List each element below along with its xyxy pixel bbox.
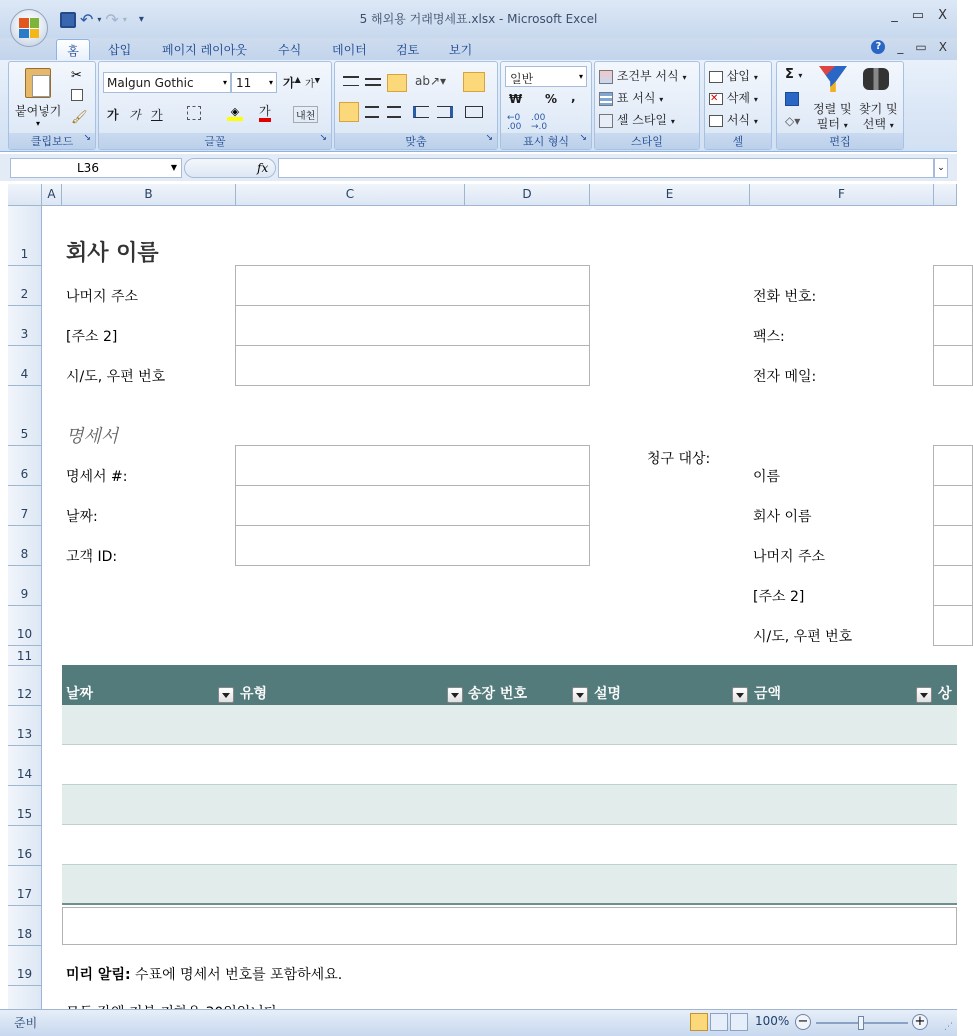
- worksheet[interactable]: [42, 206, 957, 1009]
- sort-filter-icon: [819, 66, 847, 92]
- autosum-button[interactable]: Σ ▾: [785, 67, 803, 82]
- bill-company-label: 회사 이름: [753, 509, 812, 525]
- align-right-icon[interactable]: [387, 106, 401, 118]
- bill-address-label: 나머지 주소: [753, 549, 826, 565]
- name-box[interactable]: L36 ▼: [10, 158, 182, 178]
- row-header[interactable]: 18: [8, 906, 42, 946]
- fax-label: 팩스:: [753, 329, 785, 345]
- filter-dropdown-icon[interactable]: [572, 687, 588, 703]
- document-controls: [871, 40, 947, 54]
- wrap-text-icon[interactable]: [463, 72, 485, 92]
- column-header-a[interactable]: A: [42, 184, 62, 206]
- row-header[interactable]: 16: [8, 826, 42, 866]
- filter-dropdown-icon[interactable]: [218, 687, 234, 703]
- column-header-e[interactable]: E: [590, 184, 750, 206]
- header-partial: 상: [938, 686, 952, 702]
- row-header[interactable]: 15: [8, 786, 42, 826]
- row-header[interactable]: 19: [8, 946, 42, 986]
- table-format-icon: [599, 92, 613, 106]
- status-ready: 준비: [14, 1016, 38, 1030]
- resize-grip-icon[interactable]: ⋰: [944, 1022, 953, 1032]
- decrease-indent-icon[interactable]: [413, 106, 429, 118]
- header-invoice-number: 송장 번호: [468, 686, 527, 702]
- formula-bar-row: [0, 154, 957, 181]
- window-controls: [891, 8, 947, 23]
- align-bottom-icon[interactable]: [387, 74, 407, 92]
- bold-button[interactable]: 가: [107, 108, 119, 122]
- increase-indent-icon[interactable]: [437, 106, 453, 118]
- align-center-icon[interactable]: [365, 106, 379, 118]
- row-header[interactable]: 13: [8, 706, 42, 746]
- shrink-font-button[interactable]: 가▼: [305, 76, 321, 90]
- currency-button[interactable]: ₩: [509, 92, 523, 106]
- conditional-formatting-icon: [599, 70, 613, 84]
- header-type: 유형: [240, 686, 268, 702]
- column-header-d[interactable]: D: [465, 184, 590, 206]
- insert-cells-icon: [709, 71, 723, 83]
- format-painter-icon[interactable]: 🖌: [71, 110, 88, 125]
- conditional-formatting-button[interactable]: 조건부 서식 ▾: [599, 67, 686, 84]
- header-amount: 금액: [754, 686, 782, 702]
- address2-label: [주소 2]: [66, 329, 118, 345]
- bill-city-input[interactable]: [933, 605, 973, 646]
- page-break-view-icon[interactable]: [730, 1013, 748, 1031]
- paste-icon: [25, 68, 51, 98]
- ribbon-tab-bar: [0, 38, 957, 60]
- phone-input[interactable]: [933, 265, 973, 306]
- email-label: 전자 메일:: [753, 369, 817, 385]
- statement-table-header: [62, 665, 957, 705]
- help-icon[interactable]: ?: [871, 40, 885, 54]
- copy-icon[interactable]: [71, 89, 83, 101]
- zoom-level[interactable]: 100%: [755, 1014, 790, 1028]
- decrease-decimal-icon[interactable]: .00 →.0: [531, 113, 548, 132]
- tab-home[interactable]: 홈: [56, 39, 90, 60]
- styles-group: [594, 61, 700, 150]
- fill-icon[interactable]: [785, 92, 799, 106]
- address-label: 나머지 주소: [66, 289, 139, 305]
- merge-center-icon[interactable]: [465, 106, 483, 118]
- table-total-row[interactable]: [62, 907, 957, 945]
- row-header[interactable]: 10: [8, 606, 42, 646]
- select-all-corner[interactable]: [8, 184, 42, 206]
- zoom-slider-thumb[interactable]: [858, 1016, 864, 1030]
- tab-insert[interactable]: 삽입: [108, 43, 132, 57]
- city-label: 시/도, 우편 번호: [66, 369, 166, 385]
- customer-id-input[interactable]: [235, 525, 590, 566]
- table-row[interactable]: [62, 745, 957, 785]
- ribbon: [0, 60, 957, 152]
- tab-formulas[interactable]: 수식: [278, 43, 302, 57]
- header-date: 날짜: [66, 686, 94, 702]
- row-header[interactable]: 3: [8, 306, 42, 346]
- find-select-button[interactable]: 찾기 및 선택 ▾: [859, 102, 898, 131]
- fax-input[interactable]: [933, 305, 973, 346]
- statement-title: 명세서: [66, 426, 119, 447]
- filter-dropdown-icon[interactable]: [447, 687, 463, 703]
- editing-group: [776, 61, 904, 150]
- align-top-icon[interactable]: [343, 76, 359, 86]
- percent-button[interactable]: %: [545, 92, 558, 106]
- sort-filter-button[interactable]: 정렬 및 필터 ▾: [813, 102, 852, 131]
- cells-group: [704, 61, 772, 150]
- window-title: 5 해외용 거래명세표.xlsx - Microsoft Excel: [359, 12, 598, 26]
- column-header-b[interactable]: B: [62, 184, 236, 206]
- row-header[interactable]: 12: [8, 666, 42, 706]
- align-middle-icon[interactable]: [365, 78, 381, 86]
- fill-color-icon[interactable]: ◈: [227, 105, 243, 121]
- number-group: [500, 61, 592, 150]
- minimize-button[interactable]: _: [891, 8, 898, 23]
- zoom-in-icon[interactable]: +: [912, 1014, 928, 1030]
- format-as-table-button[interactable]: 표 서식 ▾: [599, 89, 663, 106]
- date-input[interactable]: [235, 485, 590, 526]
- fx-button-area: [184, 158, 276, 178]
- styles-group-label: 스타일: [595, 133, 699, 149]
- redo-icon[interactable]: ↷: [105, 10, 119, 29]
- font-size-select[interactable]: 11 ▾: [231, 72, 277, 93]
- row-header[interactable]: 8: [8, 526, 42, 566]
- orientation-icon[interactable]: ab↗▾: [415, 74, 447, 88]
- clear-icon[interactable]: ◇▾: [785, 114, 801, 128]
- company-name[interactable]: 회사 이름: [66, 241, 159, 266]
- cell-styles-icon: [599, 114, 613, 128]
- fx-icon[interactable]: fx: [257, 161, 269, 175]
- font-color-button[interactable]: 가: [259, 104, 271, 122]
- formula-input[interactable]: [278, 158, 934, 178]
- format-cells-icon: [709, 115, 723, 127]
- border-icon[interactable]: [187, 106, 201, 120]
- editing-group-label: 편집: [777, 133, 903, 149]
- filter-dropdown-icon[interactable]: [732, 687, 748, 703]
- undo-icon[interactable]: ↶: [80, 10, 94, 29]
- cell-styles-button[interactable]: 셀 스타일 ▾: [599, 111, 675, 128]
- doc-minimize-button[interactable]: _: [897, 40, 904, 54]
- column-header-g[interactable]: [934, 184, 957, 206]
- filter-dropdown-icon[interactable]: [916, 687, 932, 703]
- row-header[interactable]: 14: [8, 746, 42, 786]
- row-header[interactable]: 1: [8, 206, 42, 266]
- row-header[interactable]: [8, 986, 42, 1009]
- column-header-f[interactable]: F: [750, 184, 934, 206]
- phonetic-button[interactable]: 내천: [293, 106, 318, 123]
- reminder-text: 미리 알림: 수표에 명세서 번호를 포함하세요.: [66, 967, 343, 983]
- insert-cells-button[interactable]: 삽입 ▾: [709, 67, 758, 84]
- customer-id-label: 고객 ID:: [66, 549, 118, 565]
- city-input[interactable]: [235, 345, 590, 386]
- delete-cells-icon: ✕: [709, 93, 723, 105]
- bill-name-input[interactable]: [933, 445, 973, 486]
- paste-label: 붙여넣기: [15, 104, 62, 118]
- grow-font-button[interactable]: 가▲: [283, 75, 301, 90]
- date-label: 날짜:: [66, 509, 98, 525]
- underline-button[interactable]: 가: [151, 108, 163, 122]
- tab-view[interactable]: 보기: [449, 43, 473, 57]
- format-cells-button[interactable]: 서식 ▾: [709, 111, 758, 128]
- close-button[interactable]: X: [938, 8, 947, 23]
- zoom-out-icon[interactable]: −: [795, 1014, 811, 1030]
- status-bar: [0, 1009, 957, 1036]
- bill-to-label: 청구 대상:: [647, 451, 711, 467]
- align-left-icon[interactable]: [339, 102, 359, 122]
- bill-address2-input[interactable]: [933, 565, 973, 606]
- table-row[interactable]: [62, 785, 957, 825]
- table-row[interactable]: [62, 705, 957, 745]
- title-bar: [0, 0, 957, 38]
- row-header[interactable]: 9: [8, 566, 42, 606]
- row-header[interactable]: 6: [8, 446, 42, 486]
- expand-formula-bar-icon[interactable]: ⌄: [934, 158, 948, 178]
- font-group-label: 글꼴 ↘: [99, 133, 331, 149]
- row-header[interactable]: 5: [8, 386, 42, 446]
- address2-input[interactable]: [235, 305, 590, 346]
- table-row[interactable]: [62, 825, 957, 865]
- font-name-select[interactable]: Malgun Gothic ▾: [103, 72, 231, 93]
- row-header[interactable]: 2: [8, 266, 42, 306]
- delete-cells-button[interactable]: ✕ 삭제 ▾: [710, 91, 758, 105]
- alignment-group-label: 맞춤 ↘: [335, 133, 497, 149]
- number-group-label: 표시 형식 ↘: [501, 133, 591, 149]
- bill-address-input[interactable]: [933, 525, 973, 566]
- doc-close-button[interactable]: X: [938, 40, 947, 54]
- row-header[interactable]: 4: [8, 346, 42, 386]
- address-input[interactable]: [235, 265, 590, 306]
- table-row[interactable]: [62, 865, 957, 905]
- tab-review[interactable]: 검토: [396, 43, 420, 57]
- row-header[interactable]: 7: [8, 486, 42, 526]
- header-description: 설명: [594, 686, 622, 702]
- clipboard-group: [8, 61, 96, 150]
- tab-data[interactable]: 데이터: [332, 43, 367, 57]
- font-group: [98, 61, 332, 150]
- statement-number-input[interactable]: [235, 445, 590, 486]
- comma-button[interactable]: ,: [571, 90, 576, 104]
- doc-restore-button[interactable]: ▭: [915, 40, 927, 54]
- increase-decimal-icon[interactable]: ←0 .00: [507, 113, 522, 132]
- bill-address2-label: [주소 2]: [753, 589, 805, 605]
- office-button[interactable]: [10, 9, 48, 47]
- bill-name-label: 이름: [753, 469, 781, 485]
- page-layout-view-icon[interactable]: [710, 1013, 728, 1031]
- phone-label: 전화 번호:: [753, 289, 817, 305]
- paste-button[interactable]: 붙여넣기 ▾: [15, 66, 61, 128]
- maximize-button[interactable]: ▭: [911, 8, 925, 23]
- email-input[interactable]: [933, 345, 973, 386]
- number-format-select[interactable]: 일반 ▾: [505, 66, 587, 87]
- bill-city-label: 시/도, 우편 번호: [753, 629, 853, 645]
- quick-access-toolbar: ↶ ▾ ↷ ▾ ▾: [56, 10, 144, 29]
- cut-icon[interactable]: ✂: [71, 68, 82, 83]
- column-header-c[interactable]: C: [236, 184, 465, 206]
- statement-number-label: 명세서 #:: [66, 469, 128, 485]
- customize-qat-icon[interactable]: ▾: [138, 14, 144, 25]
- italic-button[interactable]: 가: [129, 108, 141, 122]
- view-buttons: [690, 1013, 748, 1031]
- row-header[interactable]: 11: [8, 646, 42, 666]
- office-logo-icon: [19, 18, 39, 38]
- cells-group-label: 셀: [705, 133, 771, 149]
- binoculars-icon: [863, 68, 889, 90]
- bill-company-input[interactable]: [933, 485, 973, 526]
- row-header[interactable]: 17: [8, 866, 42, 906]
- clipboard-group-label: 클립보드 ↘: [9, 133, 95, 149]
- alignment-group: [334, 61, 498, 150]
- normal-view-icon[interactable]: [690, 1013, 708, 1031]
- tab-page-layout[interactable]: 페이지 레이아웃: [162, 43, 247, 57]
